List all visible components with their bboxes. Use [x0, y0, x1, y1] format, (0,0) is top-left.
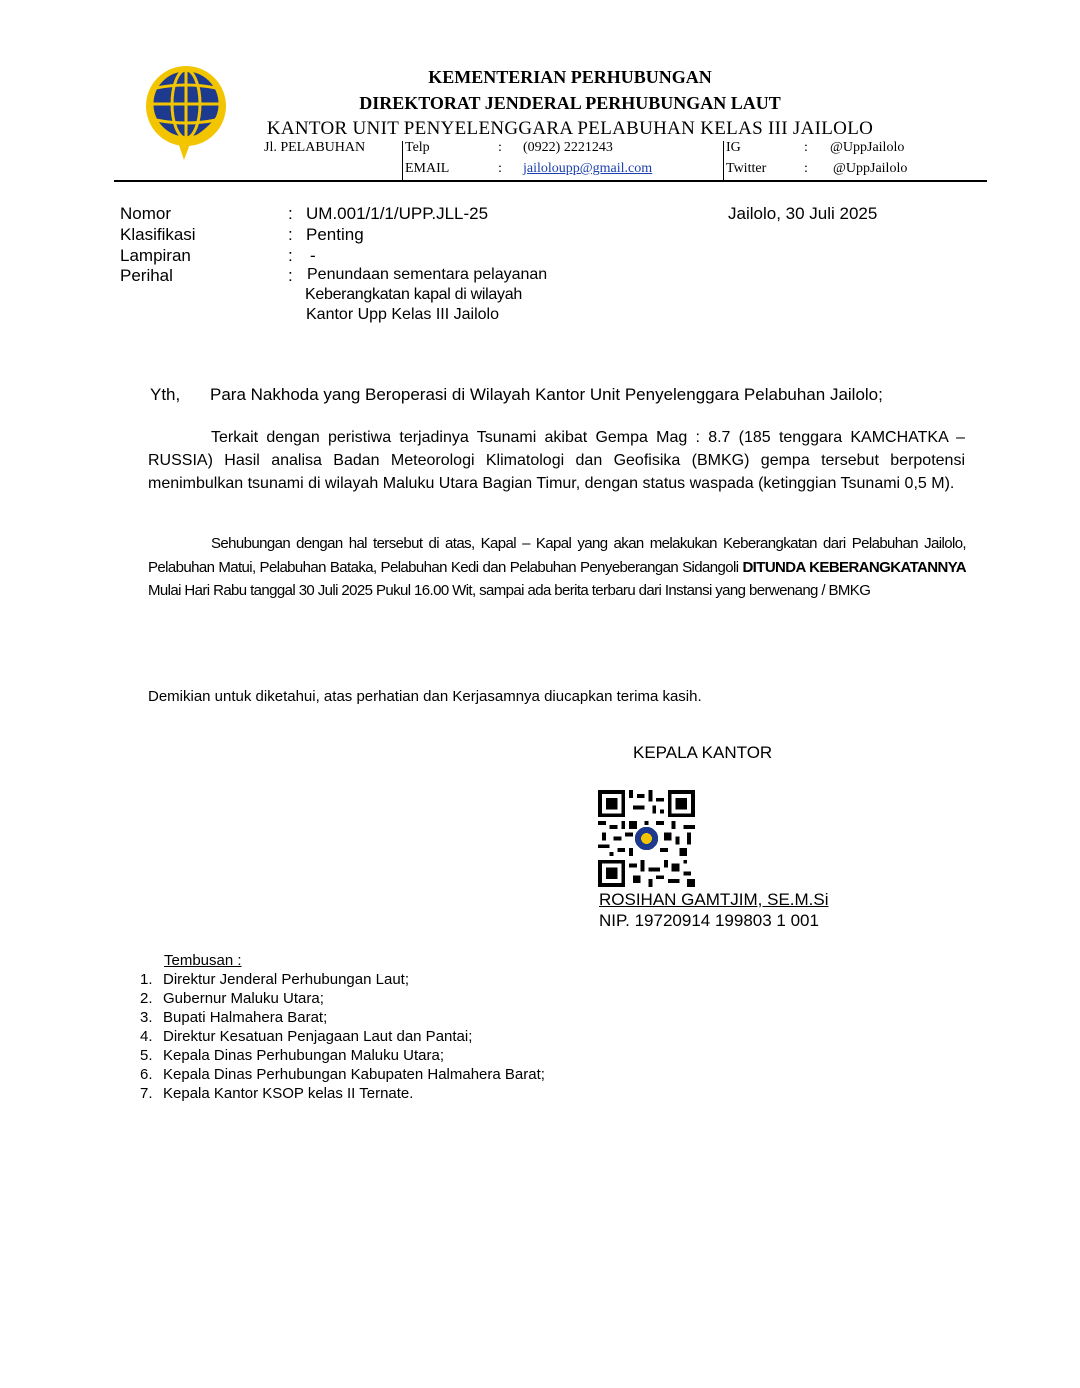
cc-item: Direktur Jenderal Perhubungan Laut; — [163, 971, 409, 988]
ministry-logo-icon — [138, 62, 238, 162]
lampiran-label: Lampiran — [120, 246, 191, 265]
klasifikasi-value: Penting — [306, 225, 364, 244]
lampiran-value: - — [310, 246, 316, 265]
nomor-label: Nomor — [120, 204, 172, 223]
para2-end: Mulai Hari Rabu tanggal 30 Juli 2025 Pukul 16.00 Wit, sampai ada berita terbaru dari Instansi yang berwenang / BMKG — [148, 582, 871, 599]
cc-heading: Tembusan : — [164, 952, 242, 969]
cc-item: Kepala Dinas Perhubungan Maluku Utara; — [163, 1047, 445, 1064]
cc-number: 1. — [140, 971, 153, 988]
perihal-colon: : — [288, 266, 293, 285]
cc-number: 6. — [140, 1066, 153, 1083]
letterhead-address: Jl. PELABUHAN — [264, 140, 366, 155]
letterhead-rule — [114, 180, 987, 182]
cc-number: 3. — [140, 1009, 153, 1026]
twitter-value: @UppJailolo — [833, 161, 908, 176]
lampiran-colon: : — [288, 246, 293, 265]
klasifikasi-label: Klasifikasi — [120, 225, 196, 244]
nomor-colon: : — [288, 204, 293, 223]
cc-item: Direktur Kesatuan Penjagaan Laut dan Pantai; — [163, 1028, 473, 1045]
letterhead-ministry: KEMENTERIAN PERHUBUNGAN — [428, 67, 712, 87]
signature-title: KEPALA KANTOR — [633, 743, 773, 762]
qr-code-icon — [598, 790, 695, 887]
telp-label: Telp — [405, 140, 430, 155]
nomor-value: UM.001/1/1/UPP.JLL-25 — [306, 204, 489, 223]
email-link[interactable]: jailoloupp@gmail.com — [523, 161, 653, 176]
letterhead-office: KANTOR UNIT PENYELENGGARA PELABUHAN KELAS III JAILOLO — [266, 118, 874, 139]
paragraph-postponement — [148, 532, 966, 603]
letterhead-directorate: DIREKTORAT JENDERAL PERHUBUNGAN LAUT — [359, 93, 781, 113]
addressee: Para Nakhoda yang Beroperasi di Wilayah Kantor Unit Penyelenggara Pelabuhan Jailolo; — [210, 385, 883, 404]
telp-value: (0922) 2221243 — [523, 140, 613, 155]
cc-number: 2. — [140, 990, 153, 1007]
ig-label: IG — [726, 140, 741, 155]
signatory-name: ROSIHAN GAMTJIM, SE.M.Si — [599, 890, 829, 909]
klasifikasi-colon: : — [288, 225, 293, 244]
email-sep: : — [498, 161, 502, 176]
ig-sep: : — [804, 140, 808, 155]
place-date: Jailolo, 30 Juli 2025 — [728, 204, 878, 223]
twitter-label: Twitter — [726, 161, 767, 176]
cc-item: Kepala Kantor KSOP kelas II Ternate. — [163, 1085, 414, 1102]
twitter-sep: : — [804, 161, 808, 176]
paragraph-tsunami: Terkait dengan peristiwa terjadinya Tsunami akibat Gempa Mag : 8.7 (185 tenggara KAMCHATKA – RUSSIA) Hasil analisa Badan Meteorologi Klimatologi dan Geofisika (BMKG) gempa tersebut berpotensi menimbulkan tsunami di wilayah Maluku Utara Bagian Timur, dengan status waspada (ketinggian Tsunami 0,5 M). — [148, 429, 965, 492]
ig-value: @UppJailolo — [830, 140, 905, 155]
cc-number: 4. — [140, 1028, 153, 1045]
signatory-nip: NIP. 19720914 199803 1 001 — [599, 911, 819, 930]
perihal-line-1: Penundaan sementara pelayanan — [307, 266, 548, 283]
telp-sep: : — [498, 140, 502, 155]
cc-number: 5. — [140, 1047, 153, 1064]
email-label: EMAIL — [405, 161, 450, 176]
perihal-label: Perihal — [120, 266, 173, 285]
perihal-line-2: Keberangkatan kapal di wilayah — [305, 286, 522, 303]
cc-number: 7. — [140, 1085, 153, 1102]
divider — [723, 141, 724, 181]
para2-start: Sehubungan dengan hal tersebut di atas, Kapal – Kapal yang akan melakukan Keberangkatan dari Pelabuhan Jailolo, Pelabuhan Matui, Pelabuhan Bataka, Pelabuhan Kedi dan Pelabuhan Penyeberangan Sidangoli — [148, 535, 966, 576]
cc-item: Gubernur Maluku Utara; — [163, 990, 324, 1007]
para2-bold: DITUNDA KEBERANGKATANNYA — [742, 558, 966, 576]
divider — [402, 141, 403, 181]
cc-item: Kepala Dinas Perhubungan Kabupaten Halmahera Barat; — [163, 1066, 545, 1083]
perihal-line-3: Kantor Upp Kelas III Jailolo — [306, 306, 499, 323]
closing-sentence: Demikian untuk diketahui, atas perhatian dan Kerjasamnya diucapkan terima kasih. — [148, 688, 702, 705]
salutation: Yth, — [150, 385, 181, 404]
cc-item: Bupati Halmahera Barat; — [163, 1009, 328, 1026]
